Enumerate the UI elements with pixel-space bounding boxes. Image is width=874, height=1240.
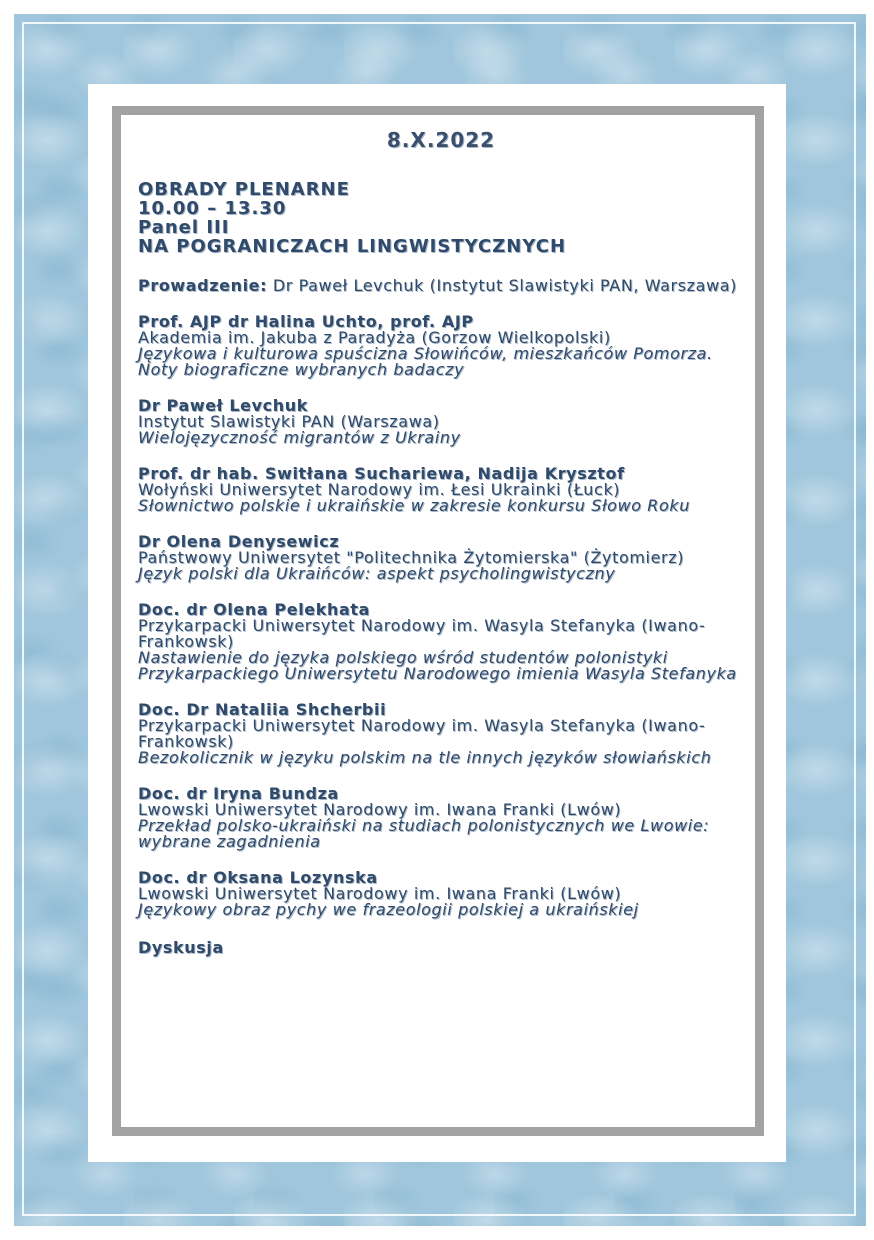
speaker-name: Prof. AJP dr Halina Uchto, prof. AJP bbox=[138, 312, 474, 331]
session-date: 8.X.2022 bbox=[386, 128, 496, 152]
speaker-institution: Akademia im. Jakuba z Paradyża (Gorzow Wielkopolski) bbox=[138, 328, 611, 347]
talk-title: Przekład polsko-ukraiński na studiach polonistycznych we Lwowie: wybrane zagadnienia bbox=[138, 816, 710, 851]
panel-title: NA POGRANICZACH LINGWISTYCZNYCH bbox=[138, 236, 567, 257]
speaker-entry bbox=[138, 602, 744, 682]
speaker-institution: Lwowski Uniwersytet Narodowy im. Iwana Franki (Lwów) bbox=[138, 884, 622, 903]
moderator-text: Dr Paweł Levchuk (Instytut Slawistyki PAN, Warszawa) bbox=[272, 276, 738, 295]
talk-title: Językowy obraz pychy we frazeologii polskiej a ukraińskiej bbox=[138, 900, 639, 919]
speaker-entry bbox=[138, 398, 744, 446]
program-content bbox=[138, 124, 744, 957]
speaker-name: Prof. dr hab. Switłana Suchariewa, Nadija Krysztof bbox=[138, 464, 625, 483]
speaker-name: Doc. dr Olena Pelekhata bbox=[138, 600, 371, 619]
speaker-name: Dr Olena Denysewicz bbox=[138, 532, 340, 551]
speaker-name: Doc. Dr Nataliia Shcherbii bbox=[138, 700, 387, 719]
talk-title: Język polski dla Ukraińców: aspekt psycholingwistyczny bbox=[138, 564, 616, 583]
speaker-name: Dr Paweł Levchuk bbox=[138, 396, 308, 415]
session-type: OBRADY PLENARNE bbox=[138, 179, 350, 200]
speaker-entry bbox=[138, 314, 744, 378]
speaker-institution: Instytut Slawistyki PAN (Warszawa) bbox=[138, 412, 440, 431]
speaker-entry bbox=[138, 870, 744, 918]
speaker-institution: Wołyński Uniwersytet Narodowy im. Łesi Ukrainki (Łuck) bbox=[138, 480, 621, 499]
panel-number: Panel III bbox=[138, 217, 230, 238]
session-header bbox=[138, 180, 744, 256]
talk-title: Językowa i kulturowa spuścizna Słowińców, mieszkańców Pomorza. Noty biograficzne wybranych badaczy bbox=[138, 344, 713, 379]
moderator bbox=[138, 278, 744, 294]
speaker-name: Doc. dr Oksana Lozynska bbox=[138, 868, 378, 887]
speaker-institution: Lwowski Uniwersytet Narodowy im. Iwana Franki (Lwów) bbox=[138, 800, 622, 819]
discussion-label: Dyskusja bbox=[138, 938, 224, 957]
talk-title: Słownictwo polskie i ukraińskie w zakresie konkursu Słowo Roku bbox=[138, 496, 691, 515]
talk-title: Bezokolicznik w języku polskim na tle innych języków słowiańskich bbox=[138, 748, 712, 767]
speaker-entry bbox=[138, 786, 744, 850]
session-time: 10.00 – 13.30 bbox=[138, 198, 287, 219]
speaker-entry bbox=[138, 466, 744, 514]
speaker-entry bbox=[138, 534, 744, 582]
speaker-name: Doc. dr Iryna Bundza bbox=[138, 784, 339, 803]
speaker-entry bbox=[138, 702, 744, 766]
talk-title: Nastawienie do języka polskiego wśród studentów polonistyki Przykarpackiego Uniwersytetu Narodowego imienia Wasyla Stefanyka bbox=[138, 648, 737, 683]
speaker-institution: Państwowy Uniwersytet "Politechnika Żytomierska" (Żytomierz) bbox=[138, 548, 685, 567]
talk-title: Wielojęzyczność migrantów z Ukrainy bbox=[138, 428, 461, 447]
speaker-institution: Przykarpacki Uniwersytet Narodowy im. Wasyla Stefanyka (Iwano-Frankowsk) bbox=[138, 716, 706, 751]
moderator-label: Prowadzenie: bbox=[138, 276, 268, 295]
speaker-institution: Przykarpacki Uniwersytet Narodowy im. Wasyla Stefanyka (Iwano-Frankowsk) bbox=[138, 616, 706, 651]
